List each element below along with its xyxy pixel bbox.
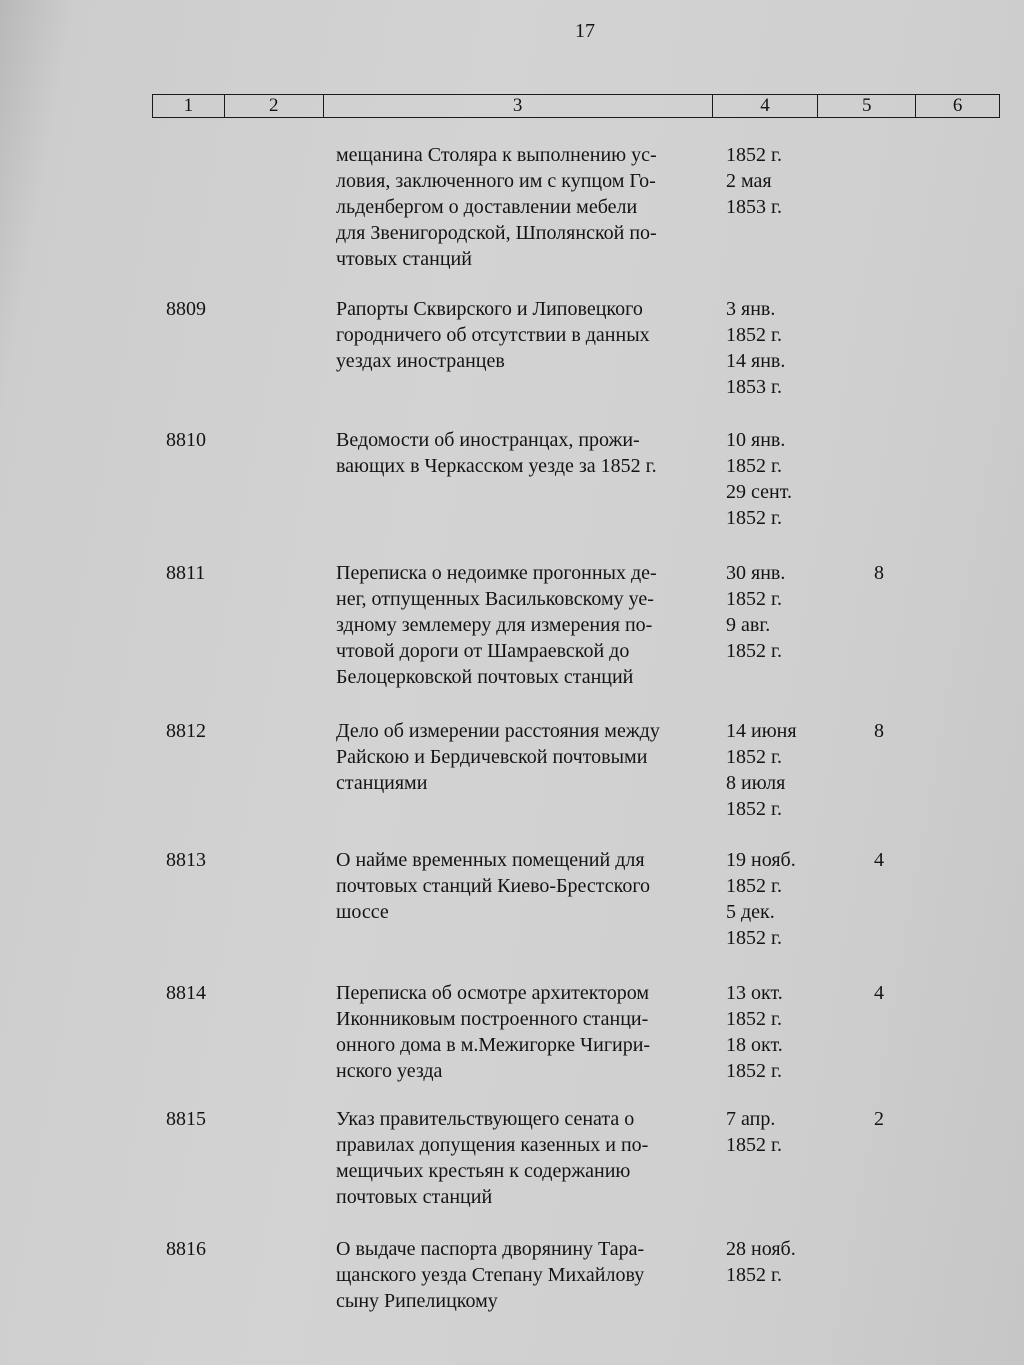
record-sheet-count: 4 [874,982,884,1004]
record-date-line: 5 дек. [726,901,775,923]
record-number: 8814 [166,982,206,1004]
record-title-line: ловия, заключенного им с купцом Го- [336,170,656,192]
record-title-line: щанского уезда Степану Михайлову [336,1264,645,1286]
record-title-line: Иконниковым построенного станци- [336,1008,649,1030]
record-title [336,560,716,690]
record-dates [726,427,836,531]
record-date-line: 14 июня [726,720,797,742]
record-date-line: 1852 г. [726,798,782,820]
record-title-line: Указ правительствующего сената о [336,1108,635,1130]
record-number: 8816 [166,1238,206,1260]
record-title [336,142,716,272]
record-date-line: 28 нояб. [726,1238,796,1260]
record-date-line: 10 янв. [726,429,786,451]
record-date-line: 1853 г. [726,196,782,218]
record-title [336,296,716,374]
record-date-line: 7 апр. [726,1108,776,1130]
record-sheet-count: 8 [874,562,884,584]
record-title-line: Ведомости об иностранцах, прожи- [336,429,640,451]
record-date-line: 1852 г. [726,640,782,662]
record-number: 8813 [166,849,206,871]
header-cell-4: 4 [713,95,819,117]
record-title-line: правилах допущения казенных и по- [336,1134,649,1156]
record-title-line: городничего об отсутствии в данных [336,324,650,346]
record-title-line: уездах иностранцев [336,350,505,372]
record-title-line: нского уезда [336,1060,443,1082]
record-title-line: мещанина Столяра к выполнению ус- [336,144,657,166]
record-dates [726,142,836,220]
record-date-line: 1852 г. [726,144,782,166]
record-date-line: 1852 г. [726,1134,782,1156]
record-date-line: 1852 г. [726,1008,782,1030]
record-title-line: здному землемеру для измерения по- [336,614,653,636]
record-number: 8812 [166,720,206,742]
record-title-line: вающих в Черкасском уезде за 1852 г. [336,455,657,477]
record-title-line: О выдаче паспорта дворянину Тара- [336,1238,645,1260]
record-date-line: 1852 г. [726,324,782,346]
record-title [336,980,716,1084]
record-dates [726,1236,836,1288]
record-date-line: 18 окт. [726,1034,783,1056]
record-date-line: 1853 г. [726,376,782,398]
record-title-line: мещичьих крестьян к содержанию [336,1160,631,1182]
record-dates [726,718,836,822]
record-date-line: 1852 г. [726,588,782,610]
record-title-line: льденбергом о доставлении мебели [336,196,638,218]
page-number: 17 [575,20,595,42]
record-title-line: Рапорты Сквирского и Липовецкого [336,298,643,320]
record-date-line: 1852 г. [726,746,782,768]
record-title-line: чтовых станций [336,248,472,270]
header-cell-3: 3 [324,95,713,117]
record-date-line: 1852 г. [726,507,782,529]
record-title-line: Переписка об осмотре архитектором [336,982,649,1004]
record-date-line: 3 янв. [726,298,776,320]
record-title-line: Райскою и Бердичевской почтовыми [336,746,648,768]
record-date-line: 2 мая [726,170,772,192]
record-dates [726,296,836,400]
record-title [336,718,716,796]
record-date-line: 1852 г. [726,875,782,897]
record-title-line: сыну Рипелицкому [336,1290,498,1312]
record-dates [726,980,836,1084]
record-date-line: 1852 г. [726,1264,782,1286]
record-date-line: 29 сент. [726,481,792,503]
record-title-line: станциями [336,772,428,794]
record-sheet-count: 8 [874,720,884,742]
record-title-line: шоссе [336,901,389,923]
record-title-line: чтовой дороги от Шамраевской до [336,640,630,662]
record-title-line: для Звенигородской, Шполянской по- [336,222,657,244]
record-date-line: 1852 г. [726,455,782,477]
record-number: 8809 [166,298,206,320]
record-date-line: 30 янв. [726,562,786,584]
record-date-line: 1852 г. [726,1060,782,1082]
record-title-line: почтовых станций Киево-Брестского [336,875,651,897]
header-cell-1: 1 [153,95,225,117]
table-header [152,94,1000,118]
header-cell-2: 2 [225,95,324,117]
record-title [336,1106,716,1210]
record-date-line: 1852 г. [726,927,782,949]
record-dates [726,560,836,664]
record-sheet-count: 2 [874,1108,884,1130]
record-title-line: нег, отпущенных Васильковскому уе- [336,588,654,610]
record-number: 8815 [166,1108,206,1130]
record-title [336,427,716,479]
record-date-line: 13 окт. [726,982,783,1004]
record-dates [726,1106,836,1158]
record-date-line: 19 нояб. [726,849,796,871]
record-title-line: Дело об измерении расстояния между [336,720,660,742]
header-cell-5: 5 [818,95,916,117]
record-title-line: почтовых станций [336,1186,493,1208]
record-sheet-count: 4 [874,849,884,871]
record-number: 8811 [166,562,206,584]
record-date-line: 14 янв. [726,350,786,372]
record-dates [726,847,836,951]
record-date-line: 8 июля [726,772,786,794]
record-title-line: О найме временных помещений для [336,849,645,871]
record-title-line: Белоцерковской почтовых станций [336,666,634,688]
record-date-line: 9 авг. [726,614,771,636]
record-title-line: Переписка о недоимке прогонных де- [336,562,657,584]
record-title [336,1236,716,1314]
record-title [336,847,716,925]
header-cell-6: 6 [952,95,963,116]
record-title-line: онного дома в м.Межигорке Чигири- [336,1034,651,1056]
record-number: 8810 [166,429,206,451]
